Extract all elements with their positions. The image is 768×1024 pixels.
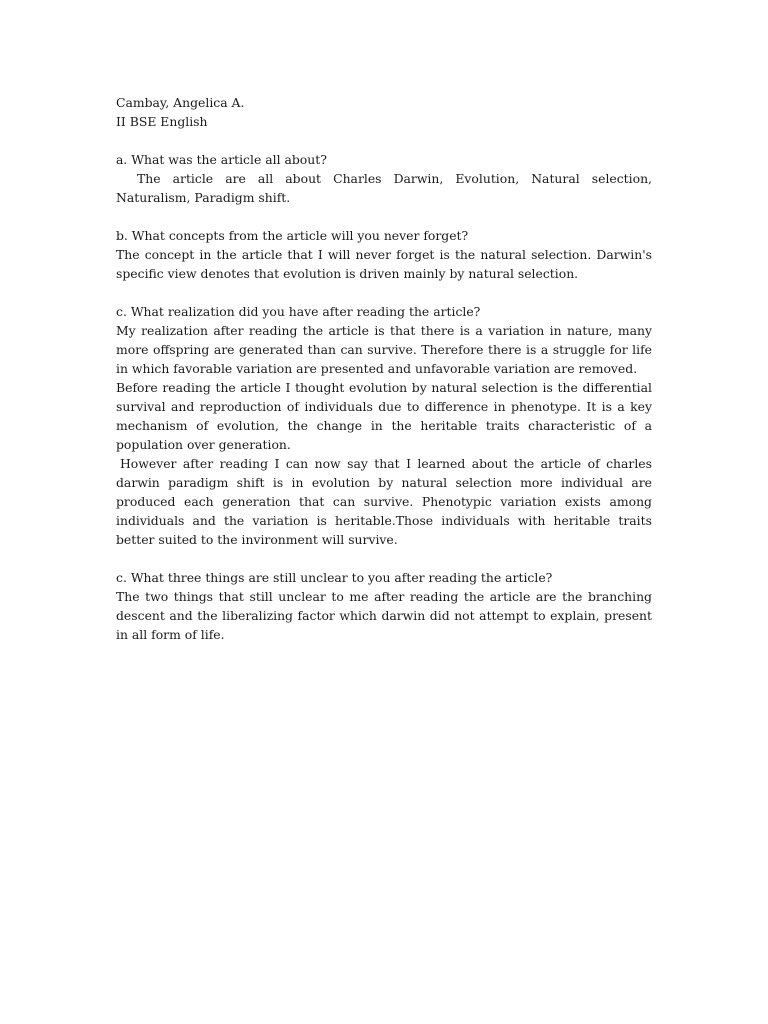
document-body — [116, 93, 652, 644]
answer-d: The two things that still unclear to me after reading the article are the branching descent and the liberalizing factor which darwin did not attempt to explain, present in all form of life. — [116, 589, 652, 642]
answer-a: The article are all about Charles Darwin, Evolution, Natural selection, Naturalism, Paradigm shift. — [116, 171, 652, 205]
question-b: b. What concepts from the article will you never forget? — [116, 228, 469, 243]
question-d: c. What three things are still unclear to you after reading the article? — [116, 570, 553, 585]
answer-b: The concept in the article that I will never forget is the natural selection. Darwin's specific view denotes that evolution is driven mainly by natural selection. — [116, 247, 652, 281]
spacer — [116, 549, 652, 568]
student-name: Cambay, Angelica A. — [116, 95, 245, 110]
answer-c-paragraph-3: However after reading I can now say that I learned about the article of charles darwin paradigm shift is in evolution by natural selection more individual are produced each generation that can survive. Phenotypic variation exists among individuals and the variation is heritable.Those individuals with heritable traits better suited to the invironment will survive. — [116, 456, 652, 547]
spacer — [116, 131, 652, 150]
question-c: c. What realization did you have after reading the article? — [116, 304, 481, 319]
answer-c-paragraph-1: My realization after reading the article is that there is a variation in nature, many more offspring are generated than can survive. Therefore there is a struggle for life in which favorable variation are presented and unfavorable variation are removed. — [116, 323, 652, 376]
spacer — [116, 207, 652, 226]
student-course: II BSE English — [116, 114, 208, 129]
question-a: a. What was the article all about? — [116, 152, 327, 167]
spacer — [116, 283, 652, 302]
answer-c-paragraph-2: Before reading the article I thought evolution by natural selection is the differential survival and reproduction of individuals due to difference in phenotype. It is a key mechanism of evolution, the change in the heritable traits characteristic of a population over generation. — [116, 380, 652, 452]
